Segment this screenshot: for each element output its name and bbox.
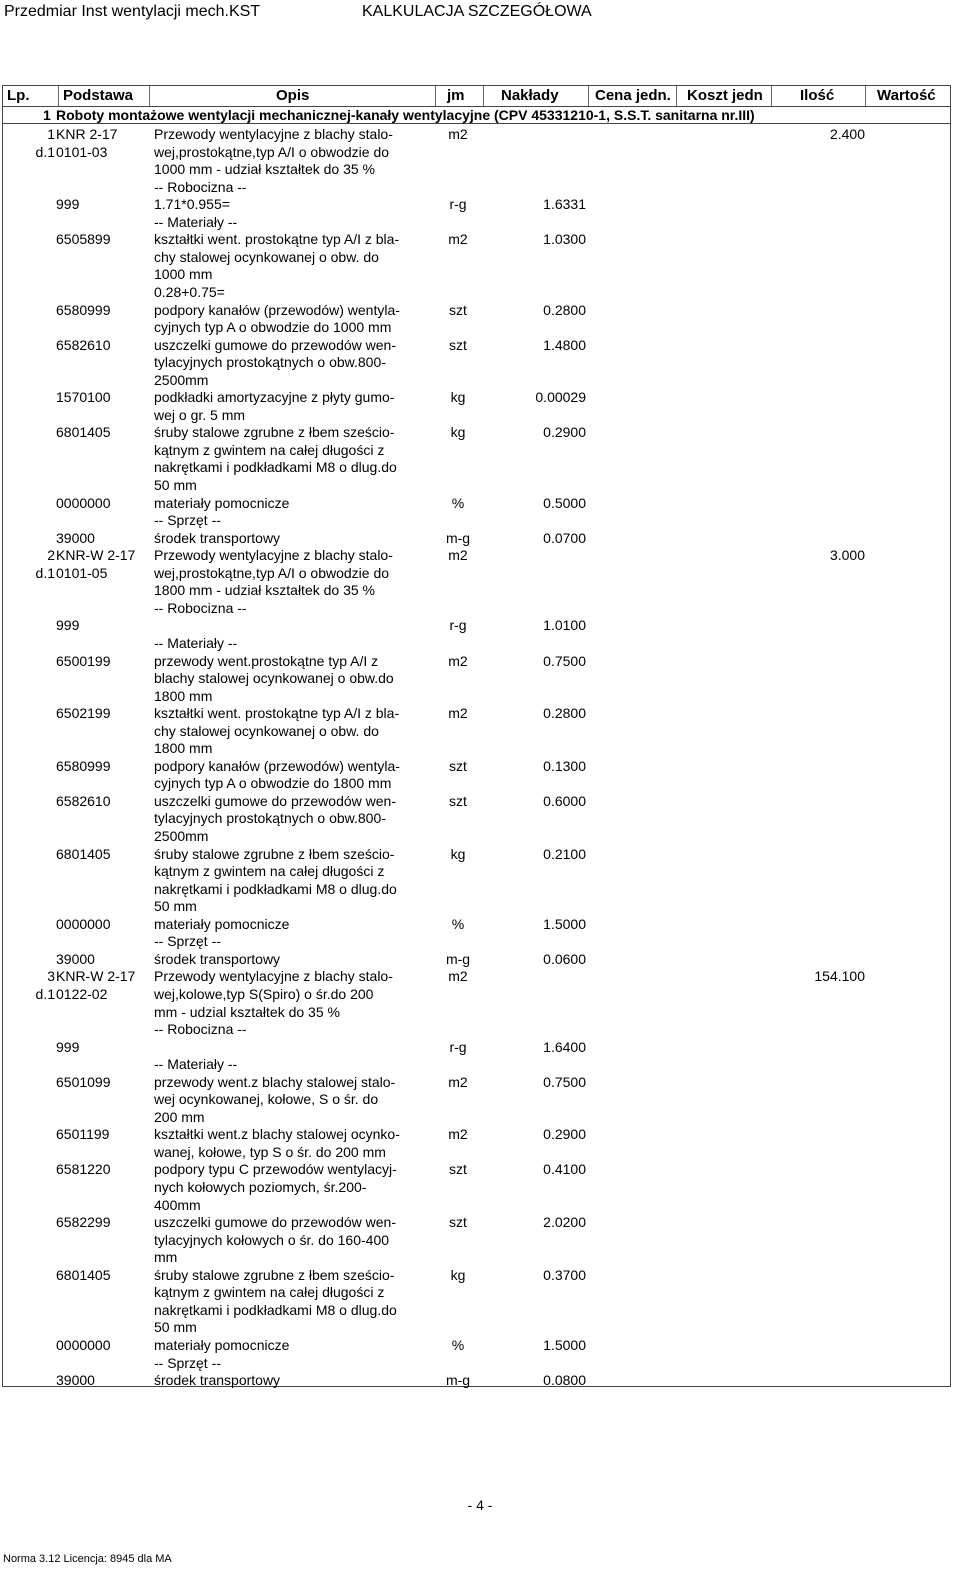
cell-podstawa: 0000000 (56, 915, 111, 932)
cell-naklady: 0.7500 (543, 652, 586, 669)
cell-jm: kg (450, 845, 466, 862)
cell-opis: chy stalowej ocynkowanej o obw. do (154, 248, 379, 265)
cell-opis: wej,kolowe,typ S(Spiro) o śr.do 200 (154, 985, 374, 1002)
footer-license: Norma 3.12 Licencja: 8945 dla MA (3, 1553, 172, 1565)
cell-opis: 0.28+0.75= (154, 283, 225, 300)
cell-opis: tylacyjnych prostokątnych o obw.800- (154, 354, 386, 371)
cell-naklady: 1.4800 (543, 336, 586, 353)
cell-podstawa: 999 (56, 617, 80, 634)
cell-podstawa: 6502199 (56, 705, 111, 722)
cell-podstawa: 6801405 (56, 845, 111, 862)
cell-opis: środek transportowy (154, 950, 281, 967)
cell-opis: chy stalowej ocynkowanej o obw. do (154, 722, 379, 739)
cell-naklady: 1.5000 (543, 1336, 586, 1353)
cell-naklady: 0.00029 (535, 389, 586, 406)
cell-jm: szt (449, 757, 467, 774)
cell-lp: d.1 (35, 564, 55, 581)
cell-opis: Przewody wentylacyjne z blachy stalo- (154, 968, 393, 985)
cell-naklady: 0.2800 (543, 301, 586, 318)
cell-opis: 50 mm (154, 477, 197, 493)
cell-opis: -- Robocizna -- (154, 599, 247, 616)
cell-opis: kątnym z gwintem na całej długości z (154, 441, 385, 458)
cell-opis: 50 mm (154, 898, 197, 915)
cell-podstawa: 6801405 (56, 1266, 111, 1283)
cell-jm: r-g (449, 196, 467, 213)
cell-opis: -- Robocizna -- (154, 1021, 247, 1038)
cell-opis: kształtki went.z blachy stalowej ocynko- (154, 1126, 400, 1143)
cell-opis: materiały pomocnicze (154, 1336, 290, 1353)
cell-podstawa: 0101-03 (56, 143, 108, 160)
cell-naklady: 0.7500 (543, 1073, 586, 1090)
cell-naklady: 0.2100 (543, 845, 586, 862)
cell-jm: m-g (445, 1372, 471, 1389)
cell-naklady: 0.1300 (543, 757, 586, 774)
cell-opis: -- Materiały -- (154, 213, 238, 230)
cell-podstawa: 6580999 (56, 301, 111, 318)
cell-podstawa: 6580999 (56, 757, 111, 774)
cell-naklady: 0.0800 (543, 1372, 586, 1389)
document-type: KALKULACJA SZCZEGÓŁOWA (362, 3, 592, 20)
cell-naklady: 0.0600 (543, 950, 586, 967)
cell-opis: -- Sprzęt -- (154, 1354, 221, 1371)
cell-jm: m2 (448, 968, 468, 985)
cell-naklady: 2.0200 (543, 1214, 586, 1231)
cell-opis: wej,prostokątne,typ A/I o obwodzie do (154, 143, 390, 160)
cell-lp: 1 (47, 126, 55, 142)
col-koszt-jedn: Koszt jedn (687, 87, 763, 104)
cell-podstawa: KNR-W 2-17 (56, 968, 136, 985)
col-opis: Opis (276, 87, 310, 104)
cell-naklady: 1.0100 (543, 617, 586, 634)
cell-opis: śruby stalowe zgrubne z łbem sześcio- (154, 845, 395, 862)
cell-opis: uszczelki gumowe do przewodów wen- (154, 336, 396, 353)
document-title: Przedmiar Inst wentylacji mech.KST (4, 3, 261, 20)
cell-lp: 2 (47, 547, 55, 564)
cell-opis: wej ocynkowanej, kołowe, S o śr. do (154, 1091, 379, 1108)
cell-podstawa: 0101-05 (56, 564, 108, 581)
cell-jm: m2 (448, 1073, 468, 1090)
col-wartosc: Wartość (877, 87, 936, 104)
col-ilosc: Ilość (800, 87, 835, 104)
table-rows (3, 86, 950, 1389)
cell-opis: podpory kanałów (przewodów) wentyla- (154, 301, 400, 318)
col-cena-jedn: Cena jedn. (595, 87, 671, 104)
cell-opis: mm - udzial kształtek do 35 % (154, 1003, 340, 1020)
cell-podstawa: 6582610 (56, 336, 111, 353)
cell-opis: mm (154, 1249, 178, 1266)
cell-podstawa: 6582610 (56, 792, 111, 809)
cell-naklady: 0.2800 (543, 705, 586, 722)
cell-opis: blachy stalowej ocynkowanej o obw.do (154, 670, 394, 687)
cell-naklady: 1.0300 (543, 231, 586, 248)
cell-podstawa: 6501099 (56, 1073, 111, 1090)
cell-opis: śruby stalowe zgrubne z łbem sześcio- (154, 1266, 395, 1283)
cell-opis: 2500mm (154, 371, 209, 388)
cell-ilosc: 2.400 (829, 126, 865, 142)
cell-podstawa: 0122-02 (56, 985, 108, 1002)
col-jm: jm (447, 87, 465, 104)
cell-opis: uszczelki gumowe do przewodów wen- (154, 1214, 396, 1231)
cell-naklady: 0.0700 (543, 529, 586, 546)
cell-opis: 200 mm (154, 1108, 205, 1125)
cell-opis: kształtki went. prostokątne typ A/I z bla- (154, 231, 400, 248)
cell-naklady: 1.5000 (543, 915, 586, 932)
cell-opis: -- Robocizna -- (154, 178, 247, 195)
cell-podstawa: KNR-W 2-17 (56, 547, 136, 564)
cell-opis: 1800 mm (154, 687, 213, 704)
cell-naklady: 0.4100 (543, 1161, 586, 1178)
cell-jm: % (451, 915, 465, 932)
cell-opis: nych kołowych poziomych, śr.200- (154, 1179, 367, 1195)
cell-opis: środek transportowy (154, 529, 281, 546)
cell-opis: nakrętkami i podkładkami M8 o dlug.do (154, 880, 397, 897)
cell-jm: szt (449, 1214, 467, 1231)
cell-podstawa: 39000 (56, 1372, 95, 1389)
cell-podstawa: 39000 (56, 529, 95, 546)
cell-naklady: 0.2900 (543, 424, 586, 441)
cell-opis: środek transportowy (154, 1372, 281, 1389)
cell-opis: 1800 mm - udział kształtek do 35 % (154, 582, 375, 599)
cell-opis: podpory typu C przewodów wentylacyj- (154, 1161, 397, 1178)
cell-jm: szt (449, 301, 467, 318)
cell-naklady: 0.5000 (543, 494, 586, 511)
cell-jm: m2 (448, 1126, 468, 1143)
cell-opis: 1000 mm (154, 266, 213, 283)
cell-opis: 2500mm (154, 828, 209, 844)
cell-podstawa: 0000000 (56, 1336, 111, 1353)
cell-ilosc: 154.100 (814, 968, 865, 985)
cell-jm: m2 (448, 547, 468, 564)
cell-jm: r-g (449, 1038, 467, 1055)
cell-jm: szt (449, 336, 467, 353)
cell-naklady: 0.3700 (543, 1266, 586, 1283)
cell-opis: nakrętkami i podkładkami M8 o dlug.do (154, 459, 397, 476)
cell-opis: wej,prostokątne,typ A/I o obwodzie do (154, 564, 390, 581)
cell-opis: podpory kanałów (przewodów) wentyla- (154, 757, 400, 774)
cell-naklady: 1.6400 (543, 1038, 586, 1055)
cell-naklady: 0.6000 (543, 792, 586, 809)
section-number: 1 (43, 107, 51, 123)
cell-opis: wanej, kołowe, typ S o śr. do 200 mm (154, 1143, 386, 1160)
section-title: Roboty montażowe wentylacji mechanicznej-kanały wentylacyjne (CPV 45331210-1, S.S.T. sanitarna nr.III) (56, 107, 755, 123)
cell-lp: d.1 (35, 143, 55, 160)
cell-jm: r-g (449, 617, 467, 634)
cell-opis: śruby stalowe zgrubne z łbem sześcio- (154, 424, 395, 441)
cell-ilosc: 3.000 (829, 547, 865, 564)
cell-podstawa: 6582299 (56, 1214, 111, 1231)
cell-jm: m-g (445, 950, 471, 967)
cell-opis: 1.71*0.955= (154, 196, 230, 213)
cell-opis: materiały pomocnicze (154, 494, 290, 511)
cell-jm: szt (449, 792, 467, 809)
page-number: - 4 - (467, 1497, 493, 1513)
cell-podstawa: 39000 (56, 950, 95, 967)
cell-opis: materiały pomocnicze (154, 915, 290, 932)
cell-podstawa: 999 (56, 1038, 80, 1055)
cell-jm: kg (450, 389, 466, 406)
cell-opis: -- Materiały -- (154, 634, 238, 651)
col-naklady: Nakłady (501, 87, 559, 104)
cell-opis: -- Materiały -- (154, 1056, 238, 1073)
cell-podstawa: 6500199 (56, 652, 111, 669)
col-podstawa: Podstawa (63, 87, 134, 104)
cell-opis: uszczelki gumowe do przewodów wen- (154, 792, 396, 809)
cell-opis: przewody went.prostokątne typ A/I z (154, 652, 379, 669)
cell-opis: tylacyjnych prostokątnych o obw.800- (154, 810, 386, 827)
cell-lp: 3 (47, 968, 55, 985)
cell-jm: % (451, 494, 465, 511)
cell-opis: kątnym z gwintem na całej długości z (154, 863, 385, 880)
cell-opis: przewody went.z blachy stalowej stalo- (154, 1073, 396, 1090)
cell-opis: cyjnych typ A o obwodzie do 1800 mm (154, 775, 392, 792)
cell-podstawa: 0000000 (56, 494, 111, 511)
cell-opis: nakrętkami i podkładkami M8 o dlug.do (154, 1301, 397, 1318)
cell-opis: -- Sprzęt -- (154, 933, 221, 950)
cell-opis: kształtki went. prostokątne typ A/I z bla- (154, 705, 400, 722)
cell-podstawa: KNR 2-17 (56, 126, 118, 142)
cell-opis: 1800 mm (154, 740, 213, 757)
cell-jm: m2 (448, 705, 468, 722)
cell-podstawa: 1570100 (56, 389, 111, 406)
cell-naklady: 0.2900 (543, 1126, 586, 1143)
cell-jm: szt (449, 1161, 467, 1178)
cell-jm: m2 (448, 652, 468, 669)
cell-jm: m2 (448, 231, 468, 248)
calculation-table (2, 85, 951, 1387)
cell-lp: d.1 (35, 985, 55, 1002)
cell-opis: 1000 mm - udział kształtek do 35 % (154, 161, 375, 178)
cell-opis: podkładki amortyzacyjne z płyty gumo- (154, 389, 395, 406)
cell-naklady: 1.6331 (543, 196, 586, 213)
cell-opis: Przewody wentylacyjne z blachy stalo- (154, 126, 393, 142)
cell-podstawa: 6581220 (56, 1161, 111, 1178)
cell-podstawa: 6501199 (56, 1126, 110, 1143)
cell-opis: Przewody wentylacyjne z blachy stalo- (154, 547, 393, 564)
cell-podstawa: 999 (56, 196, 80, 213)
cell-opis: -- Sprzęt -- (154, 512, 221, 529)
cell-jm: m-g (445, 529, 471, 546)
cell-opis: 50 mm (154, 1319, 197, 1336)
cell-opis: wej o gr. 5 mm (154, 406, 246, 423)
cell-jm: kg (450, 424, 466, 441)
cell-opis: kątnym z gwintem na całej długości z (154, 1284, 385, 1301)
cell-podstawa: 6505899 (56, 231, 111, 248)
cell-jm: kg (450, 1266, 466, 1283)
cell-jm: m2 (448, 126, 468, 142)
cell-opis: tylacyjnych kołowych o śr. do 160-400 (154, 1231, 390, 1248)
cell-jm: % (451, 1336, 465, 1353)
cell-podstawa: 6801405 (56, 424, 111, 441)
col-lp: Lp. (7, 87, 30, 104)
cell-opis: cyjnych typ A o obwodzie do 1000 mm (154, 319, 392, 336)
cell-opis: 400mm (154, 1196, 201, 1213)
